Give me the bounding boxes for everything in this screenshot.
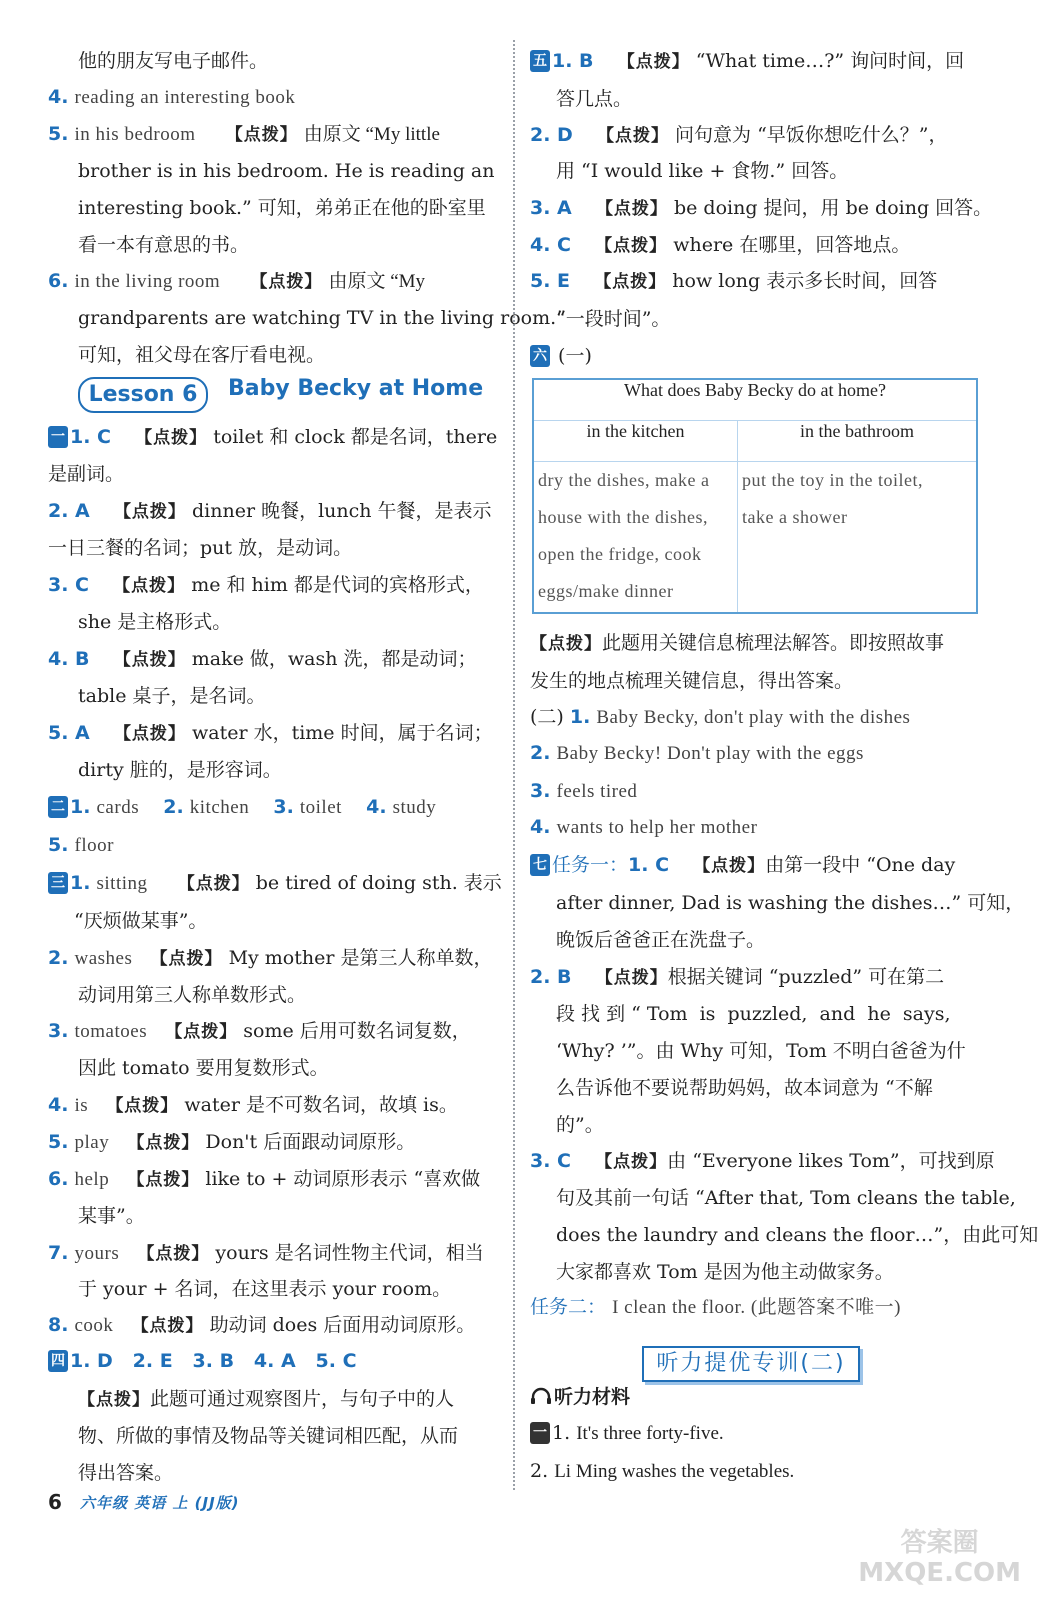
text-line: 晚饭后爸爸正在洗盘子。 (556, 929, 766, 951)
watermark-line: 答案圈 (900, 1528, 979, 1558)
answer-item (48, 424, 497, 451)
hint-label: 【点拨】 (595, 968, 668, 988)
answer: study (392, 797, 437, 818)
answer: Baby Becky, don't play with the dishes (596, 707, 911, 728)
text-line: 答几点。 (556, 88, 633, 110)
hint-label: 【点拨】 (693, 856, 766, 876)
item-number: 4. (366, 796, 387, 818)
section-badge: 一 (48, 426, 68, 448)
answer-item (48, 1129, 415, 1156)
hint-label: 【点拨】 (113, 502, 186, 522)
hint-label: 【点拨】 (597, 126, 669, 146)
answer-item (530, 1420, 724, 1447)
text-line: brother is in his bedroom. He is reading an (78, 160, 495, 182)
answer-item (48, 1166, 480, 1193)
lesson-title: Baby Becky at Home (228, 376, 484, 401)
text-line: 因此 tomato 要用复数形式。 (78, 1057, 329, 1079)
answer-item (530, 195, 992, 222)
hint-label: 【点拨】 (78, 1390, 150, 1410)
answer: reading an interesting book (74, 87, 296, 108)
hint-label: 【点拨】 (250, 272, 323, 292)
item-number: 3. (48, 1020, 69, 1042)
hint-text: how long 表示多长时间，回答 (672, 270, 938, 292)
part-label: (一) (558, 345, 592, 367)
table-title: What does Baby Becky do at home? (533, 379, 977, 421)
task-label: 任务一： (552, 854, 629, 876)
item-number: 2. (530, 742, 551, 764)
item-number: 8. (48, 1314, 69, 1336)
answer-item (48, 1348, 357, 1374)
section-badge: 二 (48, 796, 68, 818)
item-number: 6. (48, 270, 69, 292)
text-line: “厌烦做某事”。 (74, 910, 208, 932)
hint-text: 此题用关键信息梳理法解答。即按照故事 (602, 632, 945, 654)
item-number: 2. B (530, 966, 572, 988)
section-badge: 五 (530, 50, 550, 72)
hint-text: make 做，wash 洗，都是动词； (191, 648, 477, 670)
item-number: 3. A (530, 197, 572, 219)
hint-text: dinner 晚餐，lunch 午餐，是表示 (191, 500, 492, 522)
hint-label: 【点拨】 (165, 1022, 238, 1042)
answer-item (530, 740, 864, 767)
answer-item (48, 646, 477, 673)
lesson-label: Lesson 6 (78, 377, 208, 413)
hint-label: 【点拨】 (113, 724, 186, 744)
text-line: does the laundry and cleans the floor…”，由此可知 (556, 1224, 1039, 1246)
headphone-icon (530, 1387, 552, 1410)
answer-list: 1. D 2. E 3. B 4. A 5. C (70, 1350, 357, 1372)
hint-label: 【点拨】 (127, 1133, 200, 1153)
text-line: 一日三餐的名词；put 放，是动词。 (48, 537, 353, 559)
hint-label: 【点拨】 (177, 874, 250, 894)
hint-label: 【点拨】 (113, 650, 186, 670)
hint-label: 【点拨】 (131, 1316, 204, 1336)
listening-header (530, 1382, 630, 1410)
hint-text: “What time…?” 询问时间，回 (695, 50, 965, 72)
answer-item (530, 122, 948, 149)
item-number: 2. (530, 1460, 549, 1482)
item-number: 5. E (530, 270, 571, 292)
footer-brand: 六年级 英语 上 (JJ版) (80, 1494, 240, 1512)
hint-text: water 是不可数名词，故填 is。 (184, 1094, 458, 1116)
text-line: table 桌子，是名词。 (78, 685, 266, 707)
text-line: 段 找 到 “ Tom is puzzled, and he says, (556, 1003, 951, 1025)
answer-item (48, 794, 436, 821)
cell-line: house with the dishes, (538, 507, 708, 527)
section-badge: 六 (530, 345, 550, 367)
answer-item (530, 343, 592, 369)
hint-text: 由原文 “My (328, 271, 426, 292)
answer: feels tired (556, 781, 638, 802)
item-number: 1. (70, 872, 91, 894)
text-line: 某事”。 (78, 1205, 145, 1227)
item-number: 4. (48, 86, 69, 108)
item-number: 2. D (530, 124, 573, 146)
answer-item (530, 964, 944, 991)
answer-item (48, 1092, 458, 1119)
hint-text: 问句意为 “早饭你想吃什么？”， (675, 124, 948, 146)
item-number: 1. C (628, 854, 670, 876)
answer: help (74, 1169, 110, 1190)
answer-item (530, 1294, 901, 1321)
cell-line: take a shower (742, 507, 848, 527)
hint-label: 【点拨】 (137, 1244, 210, 1264)
item-number: 5. (48, 123, 69, 145)
text-line: grandparents are watching TV in the living room.” (78, 307, 566, 329)
text-line: 的”。 (556, 1114, 604, 1136)
text-line: dirty 脏的，是形容词。 (78, 759, 282, 781)
item-number: 4. (48, 1094, 69, 1116)
answer: in the living room (74, 271, 221, 292)
answer-item (48, 1240, 484, 1267)
item-number: 7. (48, 1242, 69, 1264)
answer-item (78, 1386, 454, 1413)
item-number: 5. (48, 834, 69, 856)
item-number: 1. (552, 1422, 571, 1444)
topic-title: 听力提优专训(二) (642, 1346, 860, 1382)
answer: toilet (299, 797, 342, 818)
section-badge: 三 (48, 872, 68, 894)
listening-title: 听力材料 (554, 1386, 631, 1408)
cell-line: dry the dishes, make a (538, 470, 710, 490)
answer-item (530, 852, 955, 879)
item-number: 3. C (530, 1150, 571, 1172)
text-line: 大家都喜欢 Tom 是因为他主动做家务。 (556, 1261, 894, 1283)
text-line: ‘Why? ’”。由 Why 可知，Tom 不明白爸爸为什 (556, 1040, 966, 1062)
answer: is (74, 1095, 89, 1116)
text-line: 句及其前一句话 “After that, Tom cleans the table, (556, 1187, 1016, 1209)
cell-line: put the toy in the toilet, (742, 470, 923, 490)
item-number: 2. A (48, 500, 90, 522)
item-number: 3. C (48, 574, 89, 596)
answer: Baby Becky! Don't play with the eggs (556, 743, 864, 764)
item-number: 5. (48, 1131, 69, 1153)
answer-item (48, 945, 493, 972)
item-number: 4. C (530, 234, 571, 256)
item-number: 1. (569, 706, 591, 728)
hint-text: 由第一段中 “One day (765, 854, 956, 876)
item-number: 3. (273, 796, 294, 818)
text-line: 看一本有意思的书。 (78, 234, 250, 256)
hint-text: some 后用可数名词复数， (243, 1020, 471, 1042)
answer: kitchen (189, 797, 250, 818)
answer: sitting (96, 873, 148, 894)
hint-text: water 水，time 时间，属于名词； (191, 722, 493, 744)
hint-text: Don't 后面跟动词原形。 (205, 1131, 416, 1153)
item-number: 3. (530, 780, 551, 802)
table-cell (533, 462, 738, 614)
table-header: in the bathroom (738, 421, 978, 462)
text-line: 可知，祖父母在客厅看电视。 (78, 344, 326, 366)
hint-text: toilet 和 clock 都是名词，there (213, 426, 498, 448)
answer: in his bedroom (74, 124, 196, 145)
knowledge-table (532, 378, 978, 614)
listening-sentence: Li Ming washes the vegetables. (554, 1461, 795, 1482)
answer-item (48, 1018, 471, 1045)
part-label: (二) (530, 706, 564, 728)
answer-item (48, 870, 502, 897)
answer-item (48, 572, 484, 599)
text-line: 得出答案。 (78, 1462, 174, 1484)
hint-text: 此题可通过观察图片，与句子中的人 (150, 1388, 455, 1410)
table-header: in the kitchen (533, 421, 738, 462)
hint-text: 助动词 does 后面用动词原形。 (209, 1314, 476, 1336)
text-line: she 是主格形式。 (78, 611, 232, 633)
hint-text: 根据关键词 “puzzled” 可在第二 (667, 966, 945, 988)
answer: play (74, 1132, 110, 1153)
table-cell (738, 462, 978, 614)
answer-item (530, 814, 757, 841)
text-line: 么告诉他不要说帮助妈妈，故本词意为 “不解 (556, 1077, 933, 1099)
text-line: “一段时间”。 (556, 308, 671, 330)
section-badge: 四 (48, 1350, 68, 1372)
answer-item (48, 720, 493, 747)
hint-label: 【点拨】 (150, 949, 223, 969)
item-number: 1. B (552, 50, 594, 72)
column-divider (513, 40, 515, 1490)
text-line: 动词用第三人称单数形式。 (78, 984, 307, 1006)
answer-item (530, 1458, 794, 1485)
text-line: 用 “I would like + 食物.” 回答。 (556, 160, 849, 182)
task-label: 任务二： (530, 1296, 607, 1318)
section-badge: 一 (530, 1422, 550, 1444)
text-line: 是副词。 (48, 463, 125, 485)
hint-label: 【点拨】 (595, 1152, 668, 1172)
answer-item (530, 232, 910, 259)
answer-item (530, 778, 637, 805)
answer: yours (74, 1243, 120, 1264)
hint-text: me 和 him 都是代词的宾格形式， (191, 574, 484, 596)
text-line: 他的朋友写电子邮件。 (78, 50, 269, 72)
item-number: 4. (530, 816, 551, 838)
hint-label: 【点拨】 (594, 272, 667, 292)
text-line: interesting book.” 可知，弟弟正在他的卧室里 (78, 197, 486, 219)
item-number: 1. C (70, 426, 111, 448)
hint-label: 【点拨】 (530, 634, 602, 654)
answer-item (530, 1148, 995, 1175)
answer: washes (74, 948, 133, 969)
hint-label: 【点拨】 (135, 428, 208, 448)
answer-item (530, 268, 937, 295)
answer-item (530, 48, 964, 75)
answer-item (48, 498, 492, 525)
hint-label: 【点拨】 (617, 52, 690, 72)
answer-item (48, 1312, 475, 1339)
answer: I clean the floor. (此题答案不唯一) (612, 1297, 901, 1318)
hint-label: 【点拨】 (106, 1096, 179, 1116)
hint-text: yours 是名词性物主代词，相当 (215, 1242, 484, 1264)
listening-sentence: It's three forty-five. (576, 1423, 724, 1444)
hint-text: like to + 动词原形表示 “喜欢做 (205, 1168, 481, 1190)
answer-item (48, 84, 295, 111)
answer: cards (96, 797, 140, 818)
hint-label: 【点拨】 (595, 236, 668, 256)
hint-label: 【点拨】 (113, 576, 186, 596)
answer-item (48, 121, 440, 148)
cell-line: open the fridge, cook (538, 544, 702, 564)
answer-item (530, 630, 944, 657)
hint-label: 【点拨】 (127, 1170, 200, 1190)
page-number: 6 (48, 1490, 62, 1514)
item-number: 4. B (48, 648, 90, 670)
text-line: after dinner, Dad is washing the dishes…” 可知， (556, 892, 1025, 914)
answer: cook (74, 1315, 114, 1336)
text-line: 物、所做的事情及物品等关键词相匹配，从而 (78, 1425, 459, 1447)
item-number: 2. (48, 947, 69, 969)
watermark-line: MXQE.COM (858, 1558, 1021, 1588)
hint-label: 【点拨】 (595, 199, 668, 219)
hint-text: where 在哪里，回答地点。 (673, 234, 911, 256)
answer: floor (74, 835, 114, 856)
answer-item (48, 832, 114, 859)
item-number: 1. (70, 796, 91, 818)
item-number: 2. (163, 796, 184, 818)
hint-text: 由原文 “My little (303, 124, 440, 145)
hint-label: 【点拨】 (225, 125, 298, 145)
answer-item (48, 268, 425, 295)
answer: tomatoes (74, 1021, 148, 1042)
text-line: 于 your + 名词，在这里表示 your room。 (78, 1278, 452, 1300)
item-number: 5. A (48, 722, 90, 744)
watermark (858, 1528, 1021, 1588)
text-line: 发生的地点梳理关键信息，得出答案。 (530, 670, 854, 692)
answer-item (530, 704, 910, 731)
hint-text: My mother 是第三人称单数， (228, 947, 493, 969)
item-number: 6. (48, 1168, 69, 1190)
hint-text: be doing 提问，用 be doing 回答。 (673, 197, 993, 219)
hint-text: 由 “Everyone likes Tom”，可找到原 (667, 1150, 995, 1172)
cell-line: eggs/make dinner (538, 581, 674, 601)
hint-text: be tired of doing sth. 表示 (255, 872, 502, 894)
section-badge: 七 (530, 854, 550, 876)
answer: wants to help her mother (556, 817, 758, 838)
